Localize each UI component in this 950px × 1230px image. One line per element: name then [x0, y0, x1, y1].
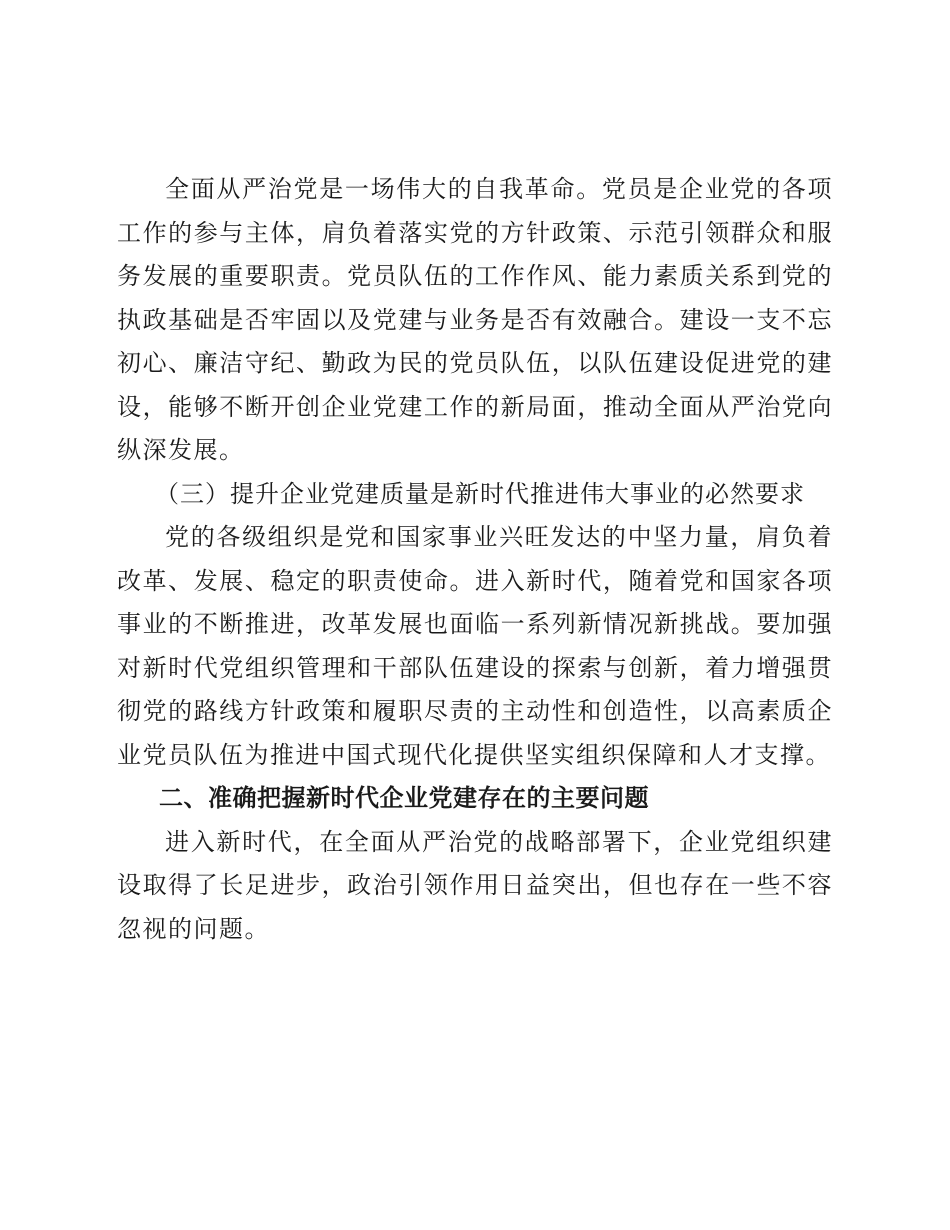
document-body	[117, 168, 833, 951]
body-paragraph: 进入新时代，在全面从严治党的战略部署下，企业党组织建设取得了长足进步，政治引领作用日益突出，但也存在一些不容忽视的问题。	[117, 827, 833, 943]
body-paragraph: 全面从严治党是一场伟大的自我革命。党员是企业党的各项工作的参与主体，肩负着落实党的方针政策、示范引领群众和服务发展的重要职责。党员队伍的工作作风、能力素质关系到党的执政基础是否牢固以及党建与业务是否有效融合。建设一支不忘初心、廉洁守纪、勤政为民的党员队伍，以队伍建设促进党的建设，能够不断开创企业党建工作的新局面，推动全面从严治党向纵深发展。	[117, 175, 833, 464]
body-paragraph: 党的各级组织是党和国家事业兴旺发达的中坚力量，肩负着改革、发展、稳定的职责使命。进入新时代，随着党和国家各项事业的不断推进，改革发展也面临一系列新情况新挑战。要加强对新时代党组织管理和干部队伍建设的探索与创新，着力增强贯彻党的路线方针政策和履职尽责的主动性和创造性，以高素质企业党员队伍为推进中国式现代化提供坚实组织保障和人才支撑。	[117, 523, 833, 769]
section-heading: 二、准确把握新时代企业党建存在的主要问题	[159, 784, 649, 812]
section-subheading: （三）提升企业党建质量是新时代推进伟大事业的必然要求	[155, 479, 805, 508]
